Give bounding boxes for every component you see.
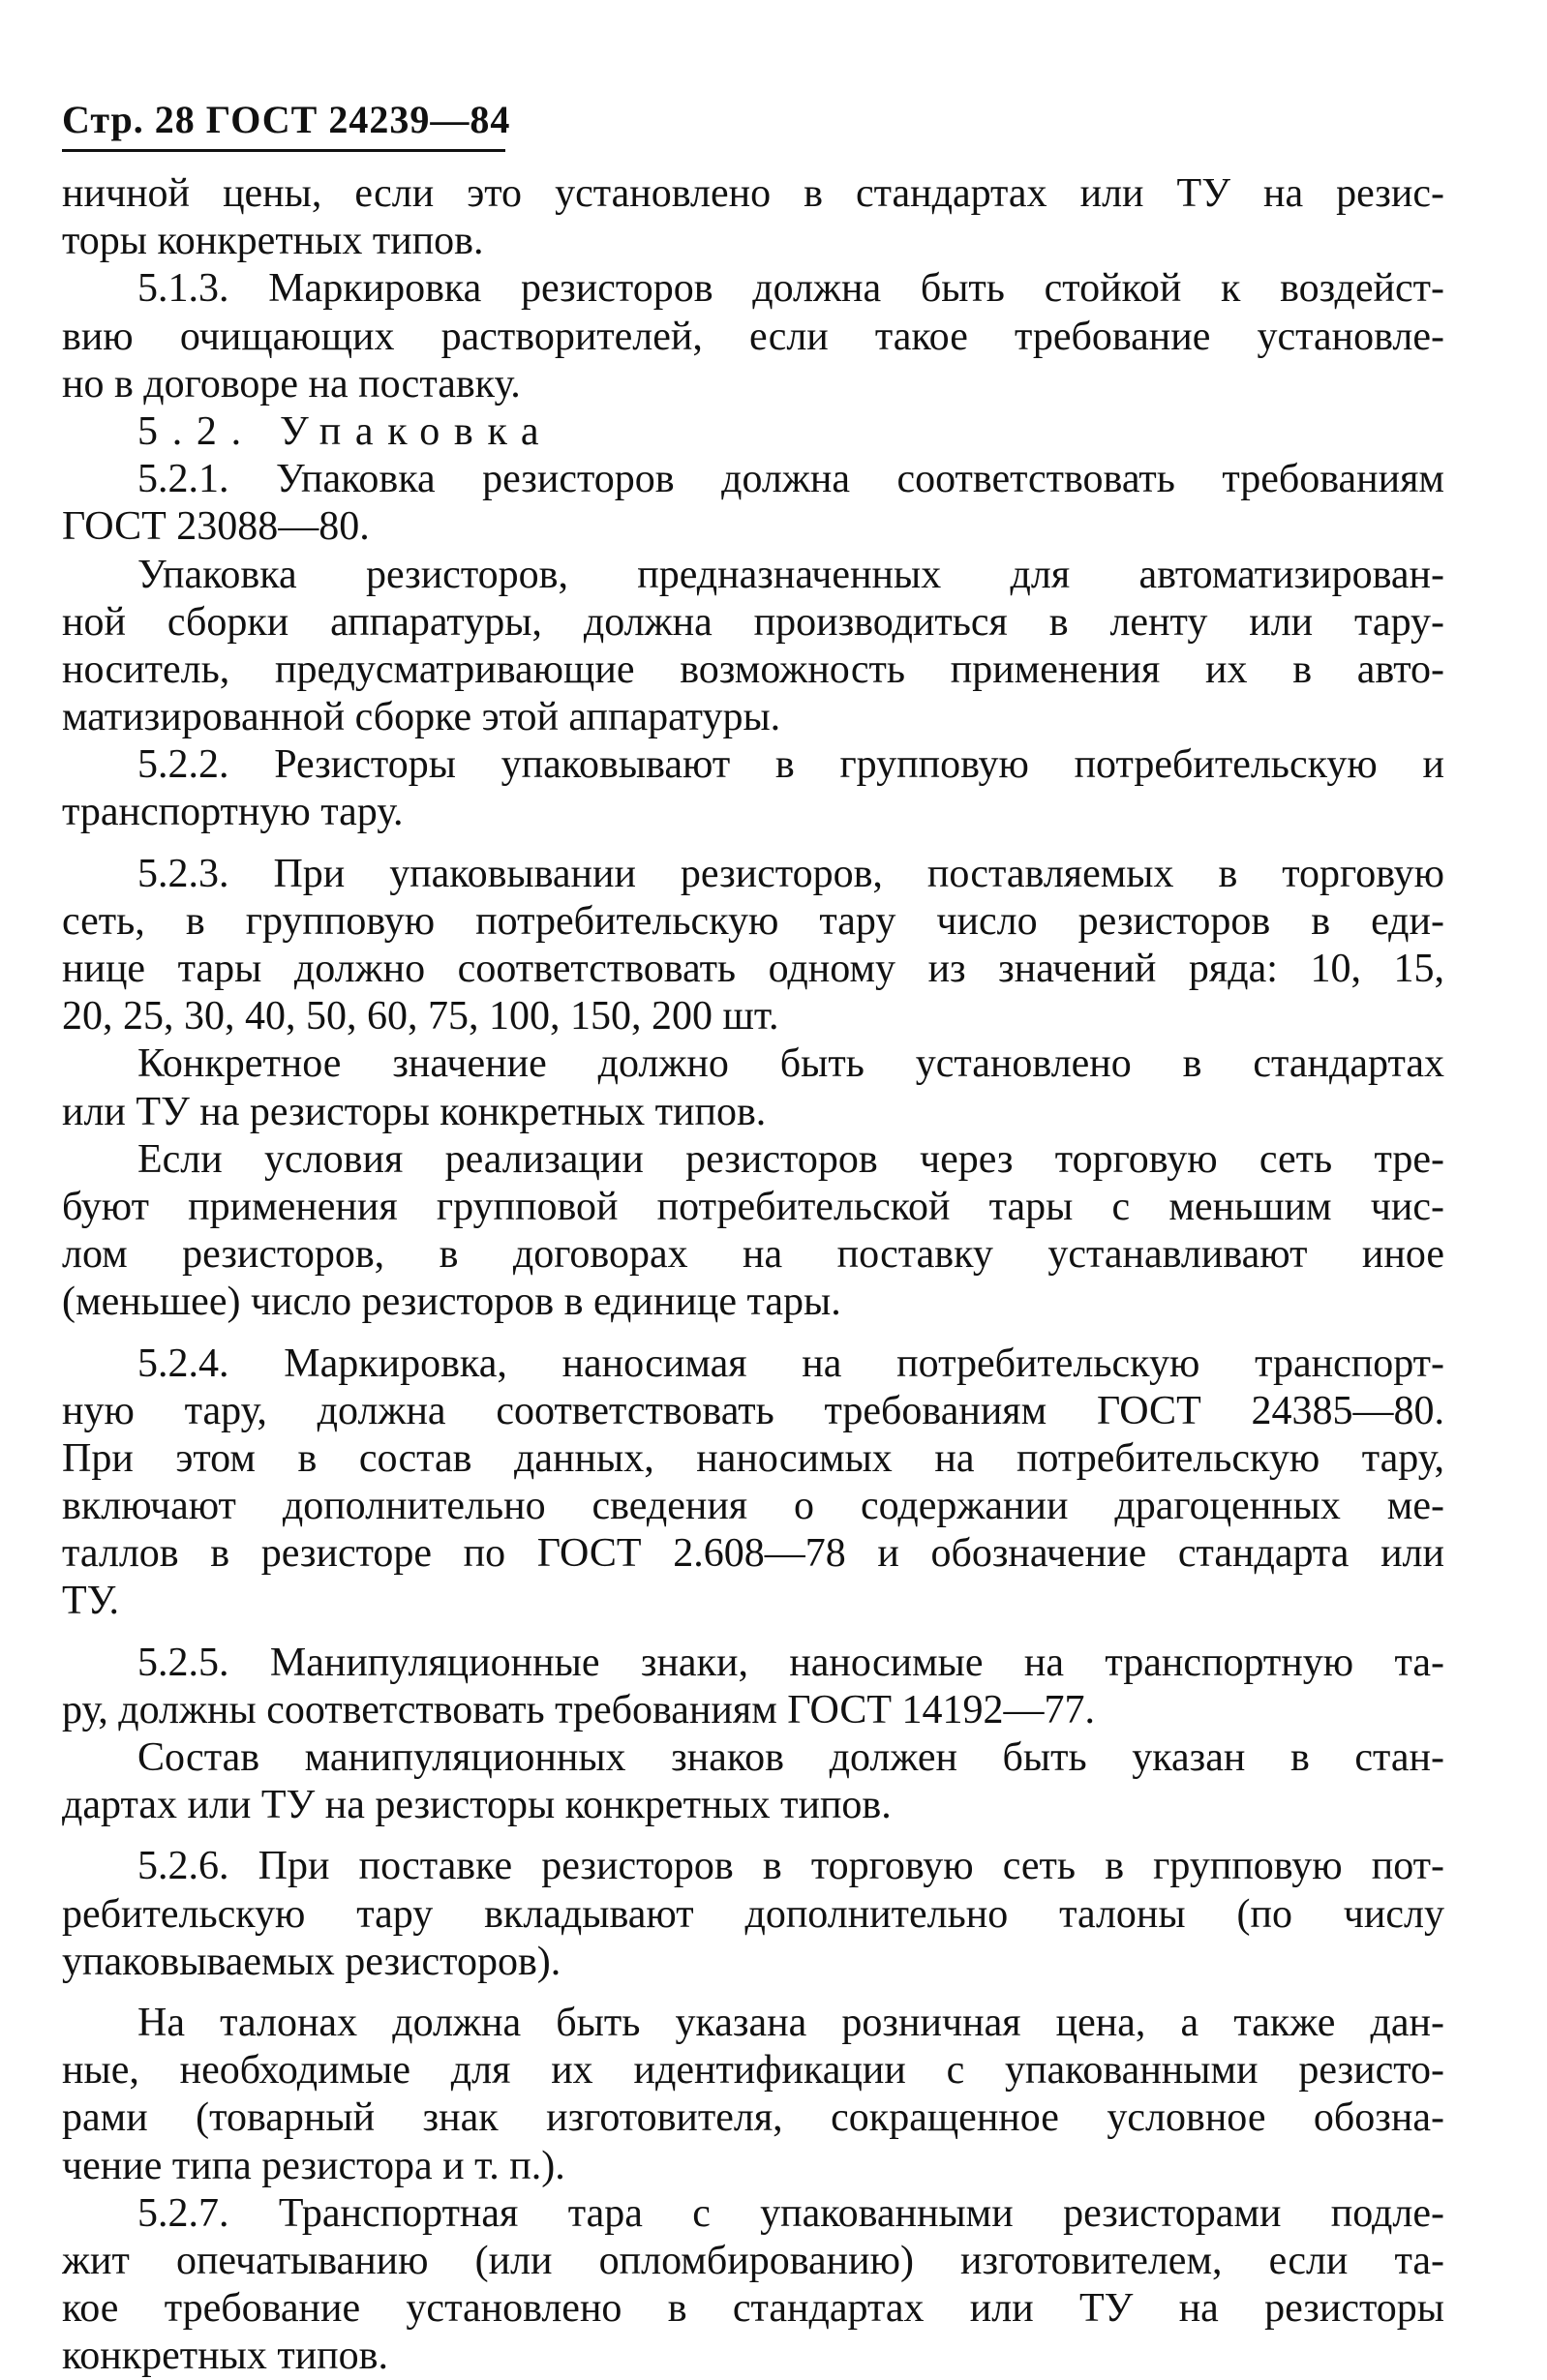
text-line: сеть, в групповую потребительскую тару число резисторов в еди-: [62, 898, 1444, 944]
text-line: 5.2. Упаковка: [137, 408, 554, 454]
text-line: Упаковка резисторов, предназначенных для автоматизирован-: [137, 552, 1444, 597]
text-line: (меньшее) число резисторов в единице тары.: [62, 1280, 841, 1325]
text-line: ную тару, должна соответствовать требованиям ГОСТ 24385—80.: [62, 1388, 1444, 1433]
text-line: На талонах должна быть указана розничная цена, а также дан-: [137, 2000, 1444, 2045]
header-rule: [62, 149, 505, 152]
text-line: носитель, предусматривающие возможность применения их в авто-: [62, 647, 1444, 692]
text-line: матизированной сборке этой аппаратуры.: [62, 695, 781, 740]
text-line: ТУ.: [62, 1579, 120, 1624]
text-line: конкретных типов.: [62, 2334, 388, 2379]
text-line: 20, 25, 30, 40, 50, 60, 75, 100, 150, 200 шт.: [62, 994, 779, 1039]
text-line: 5.1.3. Маркировка резисторов должна быть стойкой к воздейст-: [137, 266, 1444, 312]
text-line: кое требование установлено в стандартах или ТУ на резисторы: [62, 2286, 1444, 2332]
text-line: 5.2.4. Маркировка, наносимая на потребительскую транспорт-: [137, 1341, 1444, 1386]
text-line: 5.2.6. При поставке резисторов в торговую сеть в групповую пот-: [137, 1844, 1444, 1889]
text-line: Состав манипуляционных знаков должен быть указан в стан-: [137, 1735, 1444, 1780]
text-line: Конкретное значение должно быть установлено в стандартах: [137, 1041, 1444, 1087]
text-line: но в договоре на поставку.: [62, 361, 521, 407]
text-line: ной сборки аппаратуры, должна производиться в ленту или тару-: [62, 599, 1444, 645]
text-line: ребительскую тару вкладывают дополнительно талоны (по числу: [62, 1891, 1444, 1937]
page-header: Стр. 28 ГОСТ 24239—84: [62, 98, 511, 141]
text-line: лом резисторов, в договорах на поставку устанавливают иное: [62, 1232, 1444, 1278]
text-line: или ТУ на резисторы конкретных типов.: [62, 1089, 767, 1134]
text-line: вию очищающих растворителей, если такое требование установле-: [62, 314, 1444, 359]
text-line: торы конкретных типов.: [62, 219, 484, 264]
text-line: При этом в состав данных, наносимых на потребительскую тару,: [62, 1435, 1444, 1481]
text-line: буют применения групповой потребительской тары с меньшим чис-: [62, 1184, 1444, 1229]
text-line: ные, необходимые для их идентификации с упакованными резисто-: [62, 2048, 1444, 2094]
text-line: 5.2.1. Упаковка резисторов должна соответствовать требованиям: [137, 457, 1444, 502]
text-line: 5.2.2. Резисторы упаковывают в групповую потребительскую и: [137, 742, 1444, 788]
text-line: 5.2.7. Транспортная тара с упакованными резисторами подле-: [137, 2190, 1444, 2236]
text-line: 5.2.5. Манипуляционные знаки, наносимые на транспортную та-: [137, 1640, 1444, 1685]
text-line: транспортную тару.: [62, 790, 404, 835]
text-line: включают дополнительно сведения о содержании драгоценных ме-: [62, 1484, 1444, 1529]
text-line: нице тары должно соответствовать одному из значений ряда: 10, 15,: [62, 947, 1444, 991]
text-line: жит опечатыванию (или опломбированию) изготовителем, если та-: [62, 2238, 1444, 2283]
text-line: 5.2.3. При упаковывании резисторов, поставляемых в торговую: [137, 851, 1444, 896]
text-line: рами (товарный знак изготовителя, сокращенное условное обозна-: [62, 2095, 1444, 2141]
text-line: чение типа резистора и т. п.).: [62, 2143, 565, 2188]
text-line: дартах или ТУ на резисторы конкретных типов.: [62, 1783, 892, 1828]
text-line: упаковываемых резисторов).: [62, 1939, 561, 1984]
text-line: таллов в резисторе по ГОСТ 2.608—78 и обозначение стандарта или: [62, 1531, 1444, 1577]
text-line: ничной цены, если это установлено в стандартах или ТУ на резис-: [62, 171, 1444, 216]
text-line: ГОСТ 23088—80.: [62, 504, 370, 550]
body-text: [62, 170, 1444, 2380]
text-line: Если условия реализации резисторов через торговую сеть тре-: [137, 1136, 1444, 1182]
text-line: ру, должны соответствовать требованиям ГОСТ 14192—77.: [62, 1687, 1096, 1732]
